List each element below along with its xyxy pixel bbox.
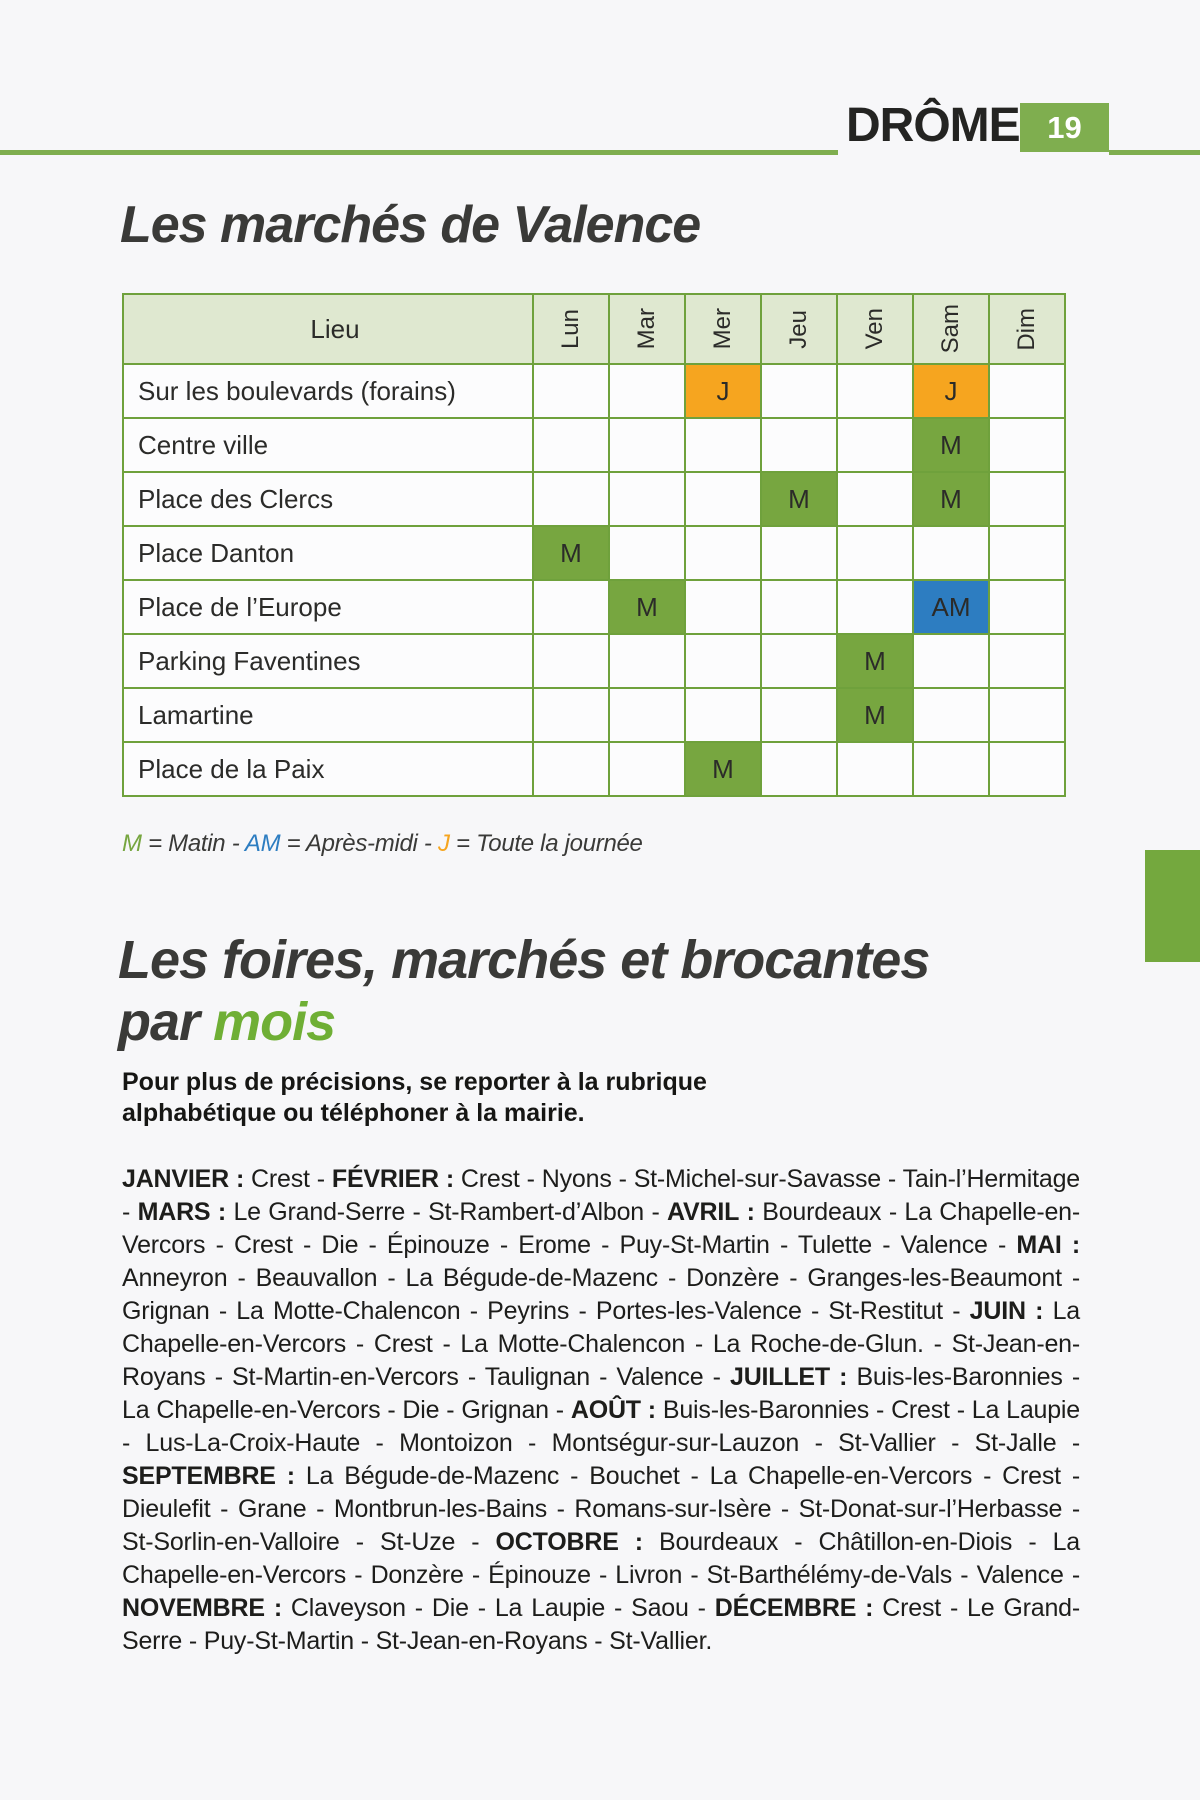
title-line1: Les foires, marchés et brocantes — [118, 930, 930, 991]
day-cell: M — [534, 527, 610, 581]
row-lieu: Place des Clercs — [124, 473, 534, 527]
day-cell: M — [610, 581, 686, 635]
day-cell: AM — [914, 581, 990, 635]
column-header-day — [914, 295, 990, 365]
towns-list: La Chapelle-en-Vercors - Crest - La Motte-Chalencon - La Roche-de-Glun. - St-Jean-en-Royans - St-Martin-en-Vercors - Taulignan - Valence - — [122, 1297, 1081, 1391]
day-cell: M — [762, 473, 838, 527]
month-name: JUIN : — [969, 1297, 1044, 1325]
day-cell: M — [838, 635, 914, 689]
column-header-day — [686, 295, 762, 365]
day-cell — [686, 581, 762, 635]
towns-list: Buis-les-Baronnies - La Chapelle-en-Vercors - Die - Grignan - — [122, 1363, 1080, 1424]
day-cell — [686, 419, 762, 473]
column-header-day — [534, 295, 610, 365]
legend-text: = Matin - — [141, 830, 245, 857]
month-name: FÉVRIER : — [331, 1165, 454, 1193]
month-name: AOÛT : — [570, 1396, 656, 1424]
header-rule-right — [1109, 150, 1200, 155]
day-label: Ven — [861, 308, 888, 350]
towns-list: Claveyson - Die - La Laupie - Saou - — [281, 1594, 715, 1622]
towns-list: Crest - Le Grand-Serre - Puy-St-Martin - St-Jean-en-Royans - St-Vallier. — [122, 1594, 1080, 1655]
day-cell — [534, 365, 610, 419]
section-title-marches: Les marchés de Valence — [120, 195, 701, 254]
day-cell — [838, 743, 914, 797]
table-legend — [122, 830, 643, 858]
day-cell — [914, 743, 990, 797]
day-cell — [762, 743, 838, 797]
day-label: Mer — [709, 308, 736, 350]
column-header-day — [610, 295, 686, 365]
day-cell — [610, 419, 686, 473]
day-cell — [534, 419, 610, 473]
months-paragraph — [122, 1163, 1080, 1658]
day-cell — [534, 743, 610, 797]
towns-list: La Bégude-de-Mazenc - Bouchet - La Chapelle-en-Vercors - Crest - Dieulefit - Grane - Montbrun-les-Bains - Romans-sur-Isère - St-Donat-sur-l’Herbasse - St-Sorlin-en-Valloire - St-Uze - — [122, 1462, 1080, 1556]
month-name: MARS : — [137, 1198, 226, 1226]
day-cell — [762, 365, 838, 419]
day-label: Mar — [633, 308, 660, 350]
day-label: Dim — [1013, 307, 1040, 351]
month-name: DÉCEMBRE : — [714, 1594, 874, 1622]
towns-list: Le Grand-Serre - St-Rambert-d’Albon - — [225, 1198, 668, 1226]
day-cell — [990, 473, 1066, 527]
day-cell — [990, 365, 1066, 419]
markets-table — [122, 293, 1066, 797]
day-cell — [914, 689, 990, 743]
day-cell: J — [686, 365, 762, 419]
day-label: Lun — [557, 308, 584, 350]
day-cell — [686, 527, 762, 581]
intro-text: Pour plus de précisions, se reporter à la rubrique alphabétique ou téléphoner à la mairie. — [122, 1068, 707, 1127]
day-cell — [838, 527, 914, 581]
day-cell — [990, 689, 1066, 743]
page-number-badge — [1020, 103, 1109, 152]
day-cell — [762, 419, 838, 473]
day-label: Sam — [937, 304, 964, 354]
day-cell — [762, 635, 838, 689]
day-cell: M — [914, 473, 990, 527]
title-line2-prefix: par — [118, 992, 200, 1053]
month-name: MAI : — [1016, 1231, 1081, 1259]
towns-list: Crest - Nyons - St-Michel-sur-Savasse - Tain-l’Hermitage - — [122, 1165, 1081, 1226]
row-lieu: Place de l’Europe — [124, 581, 534, 635]
day-cell — [610, 365, 686, 419]
legend-text: = Toute la journée — [449, 830, 643, 857]
month-name: SEPTEMBRE : — [122, 1462, 295, 1490]
column-header-day — [838, 295, 914, 365]
row-lieu: Centre ville — [124, 419, 534, 473]
day-cell — [534, 635, 610, 689]
day-cell: J — [914, 365, 990, 419]
day-cell — [534, 581, 610, 635]
towns-list: Crest - — [244, 1165, 332, 1193]
row-lieu: Place de la Paix — [124, 743, 534, 797]
day-cell — [610, 635, 686, 689]
day-cell — [762, 689, 838, 743]
day-cell — [990, 581, 1066, 635]
day-cell — [610, 527, 686, 581]
towns-list: Buis-les-Baronnies - Crest - La Laupie - Lus-La-Croix-Haute - Montoizon - Montségur-sur-Lauzon - St-Vallier - St-Jalle - — [122, 1396, 1080, 1457]
towns-list: Anneyron - Beauvallon - La Bégude-de-Mazenc - Donzère - Granges-les-Beaumont - Grignan - La Motte-Chalencon - Peyrins - Portes-les-Valence - St-Restitut - — [122, 1264, 1080, 1325]
day-cell — [686, 473, 762, 527]
day-cell — [838, 581, 914, 635]
page-number: 19 — [1047, 109, 1082, 145]
title-line2-accent: mois — [213, 992, 336, 1053]
month-name: OCTOBRE : — [495, 1528, 643, 1556]
legend-text: = Après-midi - — [280, 830, 438, 857]
day-cell — [534, 689, 610, 743]
day-cell — [914, 527, 990, 581]
day-cell — [838, 365, 914, 419]
header-rule-left — [0, 150, 838, 155]
day-cell — [610, 473, 686, 527]
row-lieu: Lamartine — [124, 689, 534, 743]
row-lieu: Place Danton — [124, 527, 534, 581]
day-cell — [762, 581, 838, 635]
day-cell — [990, 527, 1066, 581]
day-cell — [686, 689, 762, 743]
month-name: JUILLET : — [729, 1363, 848, 1391]
towns-list: Bourdeaux - Châtillon-en-Diois - La Chapelle-en-Vercors - Donzère - Épinouze - Livron - St-Barthélémy-de-Vals - Valence - — [122, 1528, 1080, 1589]
day-label: Jeu — [785, 309, 812, 349]
towns-list: Bourdeaux - La Chapelle-en-Vercors - Crest - Die - Épinouze - Erome - Puy-St-Martin - Tulette - Valence - — [122, 1198, 1080, 1259]
day-cell: M — [914, 419, 990, 473]
region-label: DRÔME — [846, 99, 1020, 152]
legend-key: M — [122, 830, 142, 857]
row-lieu: Sur les boulevards (forains) — [124, 365, 534, 419]
side-tab — [1145, 850, 1200, 962]
day-cell — [686, 635, 762, 689]
day-cell — [990, 419, 1066, 473]
day-cell — [990, 635, 1066, 689]
day-cell — [610, 689, 686, 743]
day-cell — [610, 743, 686, 797]
day-cell — [838, 419, 914, 473]
legend-key: AM — [244, 830, 281, 857]
month-name: AVRIL : — [667, 1198, 755, 1226]
day-cell — [990, 743, 1066, 797]
column-header-day — [990, 295, 1066, 365]
day-cell — [838, 473, 914, 527]
legend-key: J — [437, 830, 450, 857]
day-cell: M — [838, 689, 914, 743]
day-cell — [534, 473, 610, 527]
day-cell — [762, 527, 838, 581]
section-title-foires — [118, 929, 929, 1053]
day-cell: M — [686, 743, 762, 797]
row-lieu: Parking Faventines — [124, 635, 534, 689]
month-name: JANVIER : — [122, 1165, 245, 1193]
day-cell — [914, 635, 990, 689]
month-name: NOVEMBRE : — [122, 1594, 282, 1622]
column-header-lieu: Lieu — [124, 295, 534, 365]
column-header-day — [762, 295, 838, 365]
